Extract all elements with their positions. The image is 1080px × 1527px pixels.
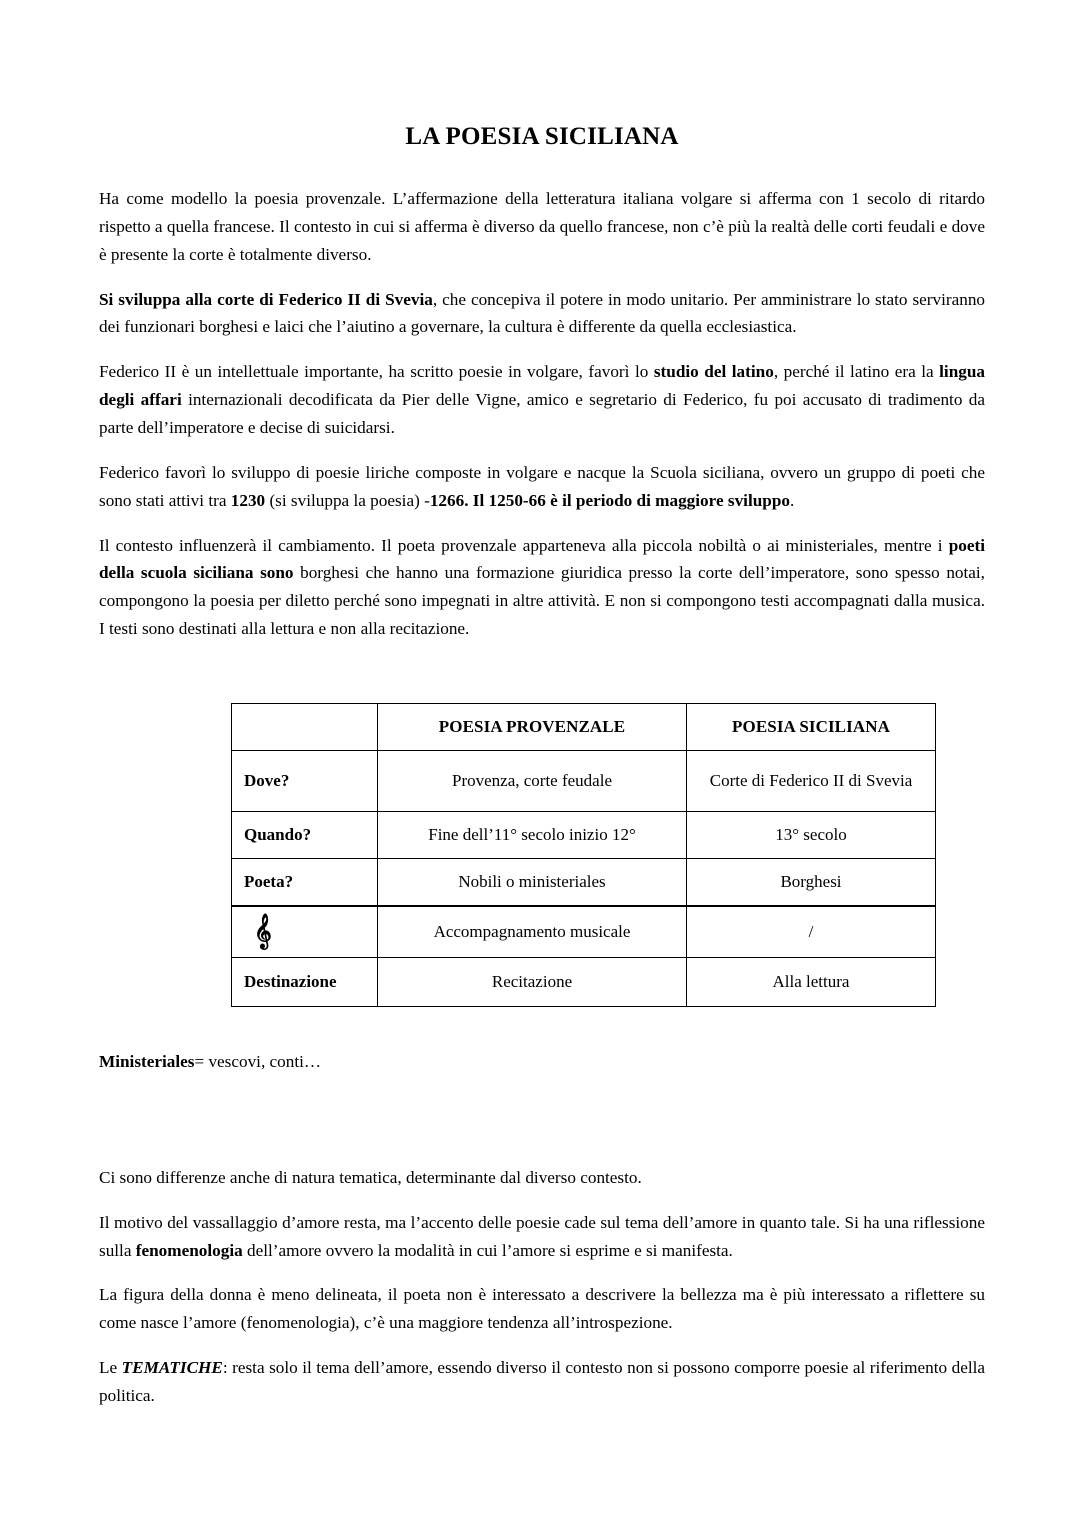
paragraph-tematiche-text2: : resta solo il tema dell’amore, essendo diverso il contesto non si possono comporre poesie al riferimento della politica. [99,1358,985,1406]
paragraph-scuola-siciliana-bold1: 1230 [230,490,266,510]
paragraph-federico-intellettuale-bold1: studio del latino [653,362,774,382]
paragraph-vassallaggio-bold1: fenomenologia [135,1240,243,1260]
table-row [232,859,936,907]
table-row [232,812,936,859]
paragraph-federico-corte-text: , che concepiva il potere in modo unitario. Per amministrare lo stato serviranno dei funzionari borghesi e laici che l’aiutino a governare, la cultura è differente da quella ecclesiastica. [99,289,986,337]
paragraph-contesto [99,532,985,643]
paragraph-scuola-siciliana [99,459,985,515]
paragraph-scuola-siciliana-text2: (si sviluppa la poesia) - [265,490,430,510]
table-cell-musica-provenzale: Accompagnamento musicale [378,906,687,958]
paragraph-federico-intellettuale-text3: internazionali decodificata da Pier delle Vigne, amico e segretario di Federico, fu poi accusato di tradimento da parte dell’imperatore e decise di suicidarsi. [99,390,985,438]
paragraph-federico-corte-bold: Si sviluppa alla corte di Federico II di Svevia [99,289,433,309]
note-ministeriales-bold: Ministeriales [99,1052,195,1072]
table-rowlabel-dove: Dove? [232,751,378,812]
paragraph-vassallaggio-text1: Il motivo del vassallaggio d’amore resta, ma l’accento delle poesie cade sul tema dell’amore in quanto tale. Si ha una riflessione sulla [99,1212,985,1260]
paragraph-vassallaggio-text2: dell’amore ovvero la modalità in cui l’amore si esprime e si manifesta. [242,1240,733,1260]
table-rowlabel-quando: Quando? [232,812,378,859]
table-header-provenzale: POESIA PROVENZALE [378,704,687,751]
table-cell-poeta-provenzale: Nobili o ministeriales [378,859,687,907]
paragraph-tematiche-bolditalic: TEMATICHE [121,1358,223,1378]
page-title: LA POESIA SICILIANA [405,123,679,150]
paragraph-federico-intellettuale-text2: , perché il latino era la [773,362,940,382]
paragraph-tematiche-text1: Le [99,1358,122,1378]
table-cell-dove-siciliana: Corte di Federico II di Svevia [687,751,936,812]
paragraph-figura-donna [99,1281,985,1337]
comparison-table-wrapper [99,660,985,1007]
note-ministeriales-text: = vescovi, conti… [194,1052,322,1072]
note-block [99,1007,985,1076]
paragraph-tematiche [99,1354,985,1410]
table-rowlabel-musica [232,906,378,958]
paragraph-intro-text: Ha come modello la poesia provenzale. L’affermazione della letteratura italiana volgare si afferma con 1 secolo di ritardo rispetto a quella francese. Il contesto in cui si afferma è diverso da quello francese, non c’è più la realtà delle corti feudali e dove è presente la corte è totalmente diverso. [99,189,985,264]
table-cell-musica-siciliana: / [687,906,936,958]
table-cell-quando-provenzale: Fine dell’11° secolo inizio 12° [378,812,687,859]
paragraph-differenze [99,1164,985,1192]
table-row [232,906,936,958]
treble-clef-icon: 𝄞 [254,913,272,949]
section-spacer [99,1076,985,1131]
paragraph-federico-corte [99,286,985,342]
paragraph-vassallaggio [99,1209,985,1265]
paragraph-contesto-bold1: poeti della scuola siciliana sono [99,535,985,583]
paragraph-federico-intellettuale-text1: Federico II è un intellettuale importante, ha scritto poesie in volgare, favorì lo [99,362,654,382]
table-cell-dove-provenzale: Provenza, corte feudale [378,751,687,812]
paragraph-contesto-text1: Il contesto influenzerà il cambiamento. Il poeta provenzale apparteneva alla piccola nobiltà o ai ministeriales, mentre i [99,535,949,555]
table-row [232,958,936,1007]
tail-section [99,1164,985,1410]
paragraph-scuola-siciliana-text3: . [790,490,795,510]
table-header-row [232,704,936,751]
table-row [232,751,936,812]
paragraph-scuola-siciliana-text1: Federico favorì lo sviluppo di poesie liriche composte in volgare e nacque la Scuola siciliana, ovvero un gruppo di poeti che sono stati attivi tra [99,462,985,510]
table-header-siciliana: POESIA SICILIANA [687,704,936,751]
table-rowlabel-poeta: Poeta? [232,859,378,907]
table-corner-cell [232,704,378,751]
table-cell-destinazione-provenzale: Recitazione [378,958,687,1007]
note-ministeriales [99,1048,985,1076]
paragraph-contesto-text2: borghesi che hanno una formazione giuridica presso la corte dell’imperatore, sono spesso notai, compongono la poesia per diletto perché sono impegnati in altre attività. E non si compongono testi accompagnati dalla musica. I testi sono destinati alla lettura e non alla recitazione. [99,563,985,639]
paragraph-federico-intellettuale-bold2: lingua degli affari [99,362,986,410]
paragraph-differenze-text: Ci sono differenze anche di natura tematica, determinante dal diverso contesto. [99,1167,642,1187]
paragraph-scuola-siciliana-bold2: 1266. Il 1250-66 è il periodo di maggiore sviluppo [429,490,790,510]
document-body [99,0,985,1427]
table-cell-quando-siciliana: 13° secolo [687,812,936,859]
paragraph-intro [99,185,985,269]
paragraph-figura-donna-text: La figura della donna è meno delineata, il poeta non è interessato a descrivere la bellezza ma è più interessato a riflettere su come nasce l’amore (fenomenologia), c’è una maggiore tendenza all’introspezione. [99,1285,985,1333]
paragraph-federico-intellettuale [99,358,985,442]
table-cell-destinazione-siciliana: Alla lettura [687,958,936,1007]
comparison-table [231,703,936,1007]
table-rowlabel-destinazione: Destinazione [232,958,378,1007]
table-cell-poeta-siciliana: Borghesi [687,859,936,907]
